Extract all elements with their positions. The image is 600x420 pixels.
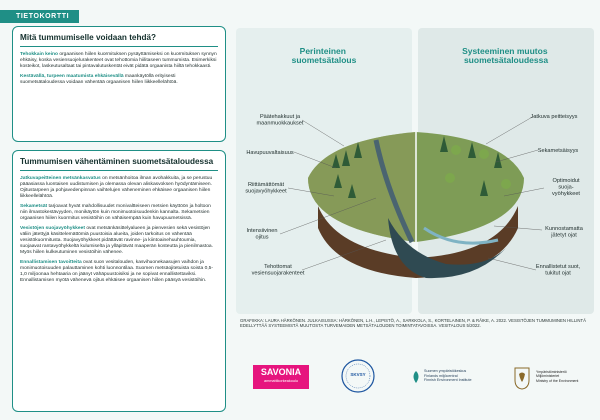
- box1-paragraph: Kestävällä, turpeen maatumista ehkäisevällä maankäytöllä erityisesti suometsätaloudessa voidaan vähentää orgaanisen hiilen liikkeellelähtöä.: [20, 73, 178, 86]
- syke-mark-icon: [410, 370, 422, 384]
- label-intensive-ditching: Intensiivinen ojitus: [246, 228, 278, 241]
- label-unmaintained-ditches: Kunnostamatta jätetyt ojat: [545, 226, 583, 239]
- label-insufficient-buffers: Riittämättömät suojavyöhykkeet: [245, 182, 287, 195]
- info-card-tag: TIETOKORTTI: [0, 10, 79, 23]
- deciduous-tree: [501, 179, 511, 189]
- ministry-logo: Ympäristöministeriö Miljöministeriet Ministry of the Environment: [512, 364, 596, 392]
- box1-title: Mitä tummumiselle voidaan tehdä?: [20, 33, 157, 42]
- label-conifer-dominance: Havupuuvaltaisuus: [246, 150, 294, 156]
- label-final-cuttings: Päätehakkuut ja maanmuokkaukset: [256, 114, 304, 127]
- box2-paragraph: Jatkuvapeitteinen metsänkasvatus on metsänhoitoa ilman avohakkuita, ja se perustuu pääasiassa luontaisen uudistumisen ja olemassa olevan aliskasvoksen hyödyntämiseen. Ojitustarpeen ja pohjavedenpinnan vaihtelujen väheneminen ehkäisee orgaanisen hiilen liikkeellelähtöä.: [20, 176, 213, 200]
- deciduous-tree: [445, 173, 455, 183]
- box2-paragraph: Vesistöjen suojavyöhykkeet ovat metsänkäsittelyalueen ja pienvesien sekä vesistöjen väliin jätettyjä käsittelemättömiä puustoisia alueita, joiden tarkoitus on vähentää vesistökuormitusta. Suojavyöhykkeet pidättävät ravinne- ja kiintoainehuuhtoumia, suojaavat rantavyöhykkeltä kulumiselta ja ylläpitävät maaperän kosteutta ja pienilmastoa. Myös hiilen kulkeutuminen vesistöihin vähenee.: [20, 225, 214, 256]
- syke-logo: Suomen ympäristökeskus Finlands miljöcentral Finnish Environment Institute: [410, 366, 490, 390]
- label-ineffective-structures: Tehottomat vesiensuojarakenteet: [251, 264, 305, 277]
- skvsy-logo-text: SKVSY: [350, 372, 366, 377]
- label-mixed-forests: Sekametsäisyys: [537, 148, 579, 154]
- box1-paragraph: Tehokkain keino orgaanisen hiilen kuormituksen pysäyttämiseksi on kuormituksen synnyn ehkäisy, koska vesiensuojelurakenteet ovat tehottomia hiilitaseen tummumista. Esimerkiksi kosteikot, laskeutusaltaat tai pintavalutuskentät eivät pidätä orgaanista hiiltä tehokkaasti.: [20, 52, 217, 70]
- lion-crest-icon: [512, 366, 532, 390]
- what-can-be-done-box: [12, 26, 226, 142]
- savonia-logo: SAVONIA ammattikorkeakoulu: [253, 365, 309, 389]
- box2-divider: [20, 170, 218, 172]
- box2-paragraph: Ennallistamisen tavoitteita ovat suon vesitalouden, kasvihuonekaasujen vaihdon ja monimuotoisuuden palauttaminen kohti luonnontilaa. Suomen metsäojitetuista soista 0,5-1,0 miljoonaa hehtaaria on jäänyt vähäpuustoisiksi ja ne sopivat ennallistettaviksi. Ennallistamisen myötä vähenevä ojitus ehkäisee orgaanisen hiilen pääsyä vesistöihin.: [20, 260, 214, 284]
- systemic-title: Systeeminen muutos suometsätaloudessa: [462, 46, 549, 65]
- deciduous-tree: [479, 149, 489, 159]
- label-restored-mires: Ennallistetut suot, tukitut ojat: [535, 264, 581, 277]
- label-continuous-cover: Jatkuva peitteisyys: [530, 114, 578, 120]
- reducing-darkening-box: [12, 150, 226, 412]
- box2-paragraph: Sekametsät tarjoavat hyvät mahdollisuudet monivaltteiseen metsien käyttöön ja holtoon niin ilmastokestävyyden, monikäytön kuin monimuotoisuudenkin kannalta. Sekametsien orgaanisen hiilen kuormitus vesistöihin on vähäisempää kuin havupuumetsissä.: [20, 204, 211, 222]
- forestry-comparison-illustration: [236, 28, 594, 314]
- box2-title: Tummumisen vähentäminen suometsätaloudessa: [20, 157, 214, 166]
- traditional-title: Perinteinen suometsätalous: [291, 46, 357, 65]
- box1-divider: [20, 46, 218, 48]
- label-optimized-buffers: Optimoidut suoja-vyöhykkeet: [552, 178, 580, 198]
- figure-caption: GRAFIIKKA: LAURA HÄRKÖNEN. JULKAISUSSA: HÄRKÖNEN, L.H., LEPISTÖ, A., SARKKOLA, S., KORTELAINEN, P. & RÄIKE, A. 2022. VESISTÖJEN TUMMUMINEN HILLINTÄ EDELLYTTÄÄ SYSTEEMISTÄ MUUTOSTA TURVEMAIDEN METSÄTALOUDEN TOIMINTATAVOISSA. VESITALOUS 5/2022.: [240, 318, 586, 329]
- deciduous-tree: [451, 145, 461, 155]
